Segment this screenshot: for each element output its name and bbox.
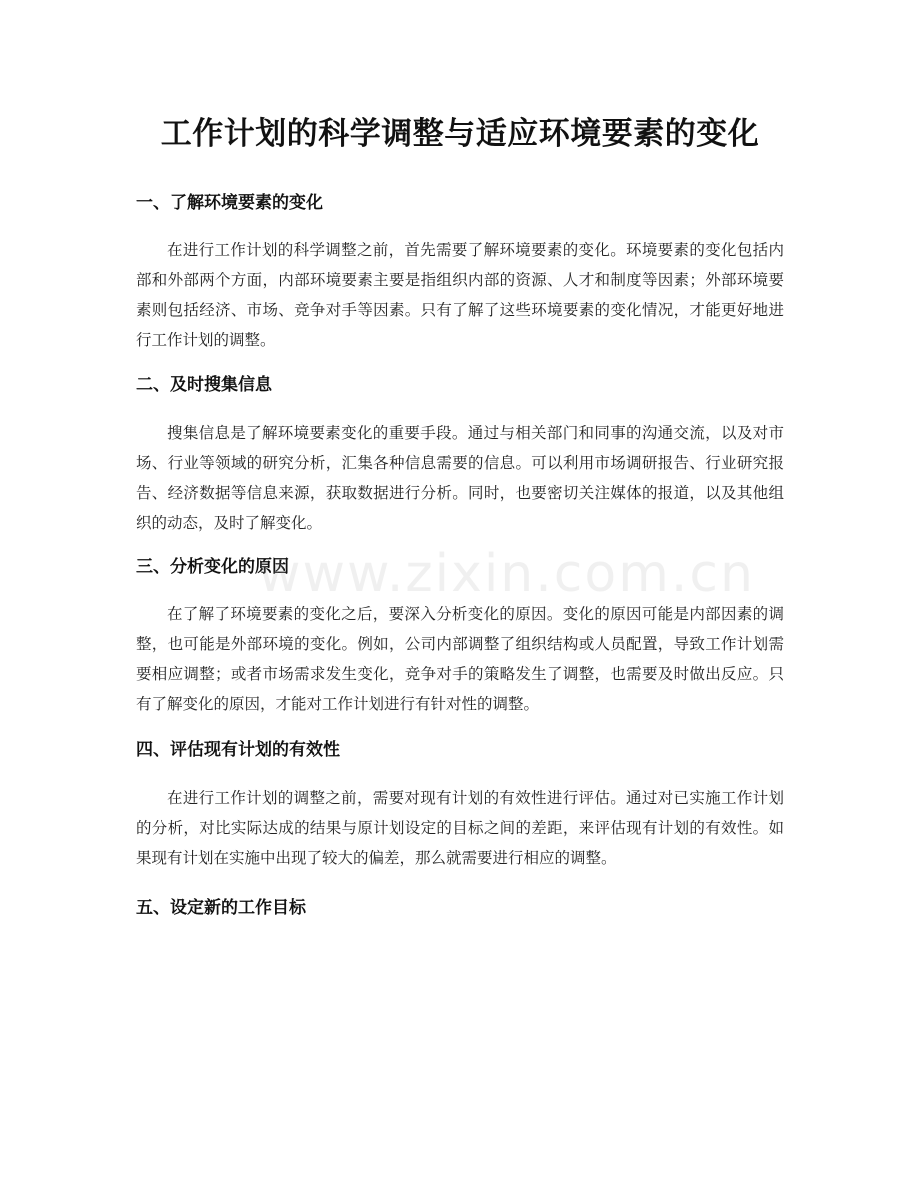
section-heading: 三、分析变化的原因 — [136, 557, 289, 577]
section-heading: 一、了解环境要素的变化 — [136, 193, 323, 213]
section-2 — [136, 373, 784, 538]
document-title: 工作计划的科学调整与适应环境要素的变化 — [160, 116, 760, 152]
section-3 — [136, 555, 784, 719]
section-paragraph: 在进行工作计划的调整之前，需要对现有计划的有效性进行评估。通过对已实施工作计划的分析，对比实际达成的结果与原计划设定的目标之间的差距，来评估现有计划的有效性。如果现有计划在实施中出现了较大的偏差，那么就需要进行相应的调整。 — [136, 789, 784, 867]
section-paragraph: 在了解了环境要素的变化之后，要深入分析变化的原因。变化的原因可能是内部因素的调整，也可能是外部环境的变化。例如，公司内部调整了组织结构或人员配置，导致工作计划需要相应调整；或者市场需求发生变化，竞争对手的策略发生了调整，也需要及时做出反应。只有了解变化的原因，才能对工作计划进行有针对性的调整。 — [136, 605, 784, 713]
section-heading: 四、评估现有计划的有效性 — [136, 740, 340, 760]
section-5 — [136, 896, 784, 920]
section-1 — [136, 191, 784, 355]
section-heading: 二、及时搜集信息 — [136, 375, 272, 395]
section-paragraph: 在进行工作计划的科学调整之前，首先需要了解环境要素的变化。环境要素的变化包括内部和外部两个方面，内部环境要素主要是指组织内部的资源、人才和制度等因素；外部环境要素则包括经济、市场、竞争对手等因素。只有了解了这些环境要素的变化情况，才能更好地进行工作计划的调整。 — [136, 241, 784, 349]
watermark-text: www.zixin.com.cn — [258, 544, 755, 604]
section-heading: 五、设定新的工作目标 — [136, 898, 306, 918]
section-4 — [136, 738, 784, 873]
section-paragraph: 搜集信息是了解环境要素变化的重要手段。通过与相关部门和同事的沟通交流，以及对市场、行业等领域的研究分析，汇集各种信息需要的信息。可以利用市场调研报告、行业研究报告、经济数据等信息来源，获取数据进行分析。同时，也要密切关注媒体的报道，以及其他组织的动态，及时了解变化。 — [136, 424, 784, 532]
